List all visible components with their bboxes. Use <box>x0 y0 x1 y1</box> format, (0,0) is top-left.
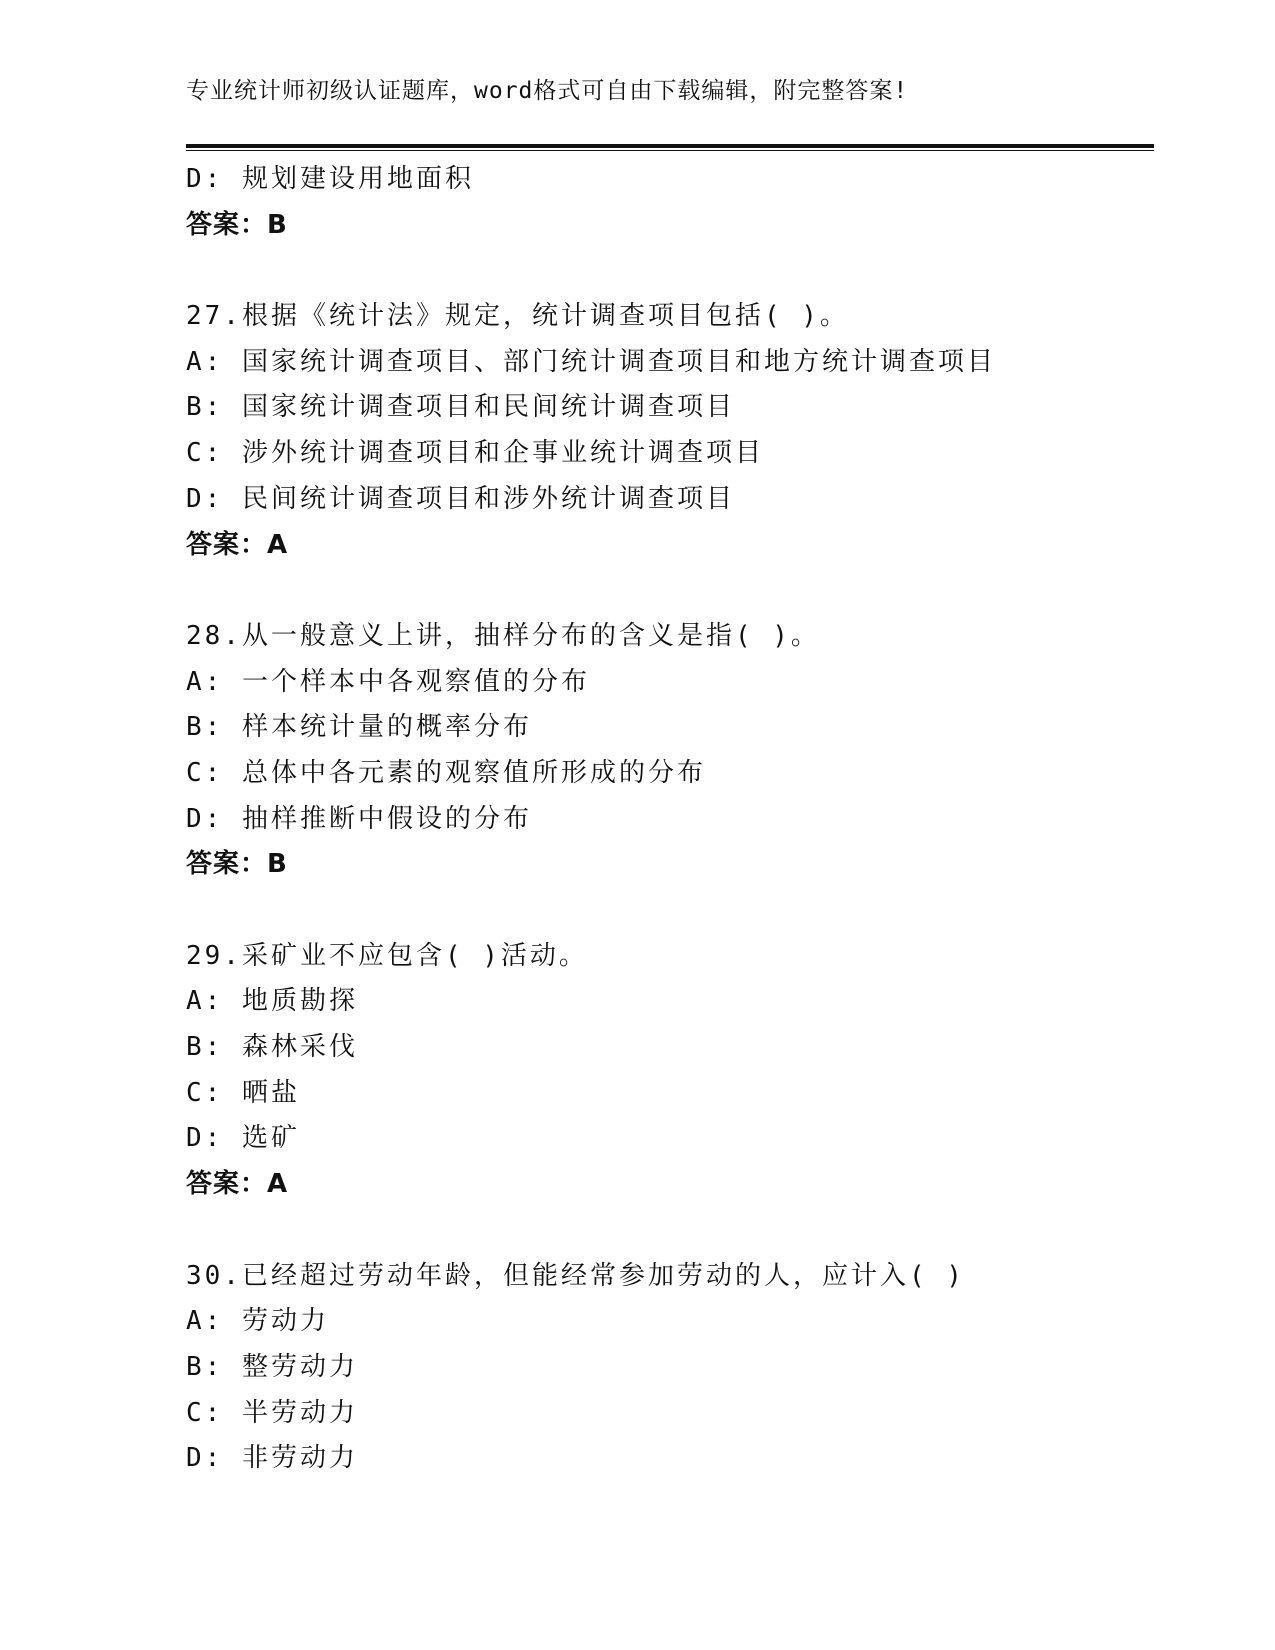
q30-stem: 30.已经超过劳动年龄，但能经常参加劳动的人，应计入( ) <box>186 1260 965 1291</box>
q27-answer: 答案：A <box>186 529 289 560</box>
q28-option-a: A: 一个样本中各观察值的分布 <box>186 666 590 697</box>
header-divider-thin <box>186 150 1154 151</box>
q26-answer: 答案：B <box>186 209 288 240</box>
q28-option-d: D: 抽样推断中假设的分布 <box>186 803 532 834</box>
question-list <box>186 157 1154 1482</box>
q29-option-a: A: 地质勘探 <box>186 986 358 1017</box>
spacer <box>186 568 1154 614</box>
q27-option-a: A: 国家统计调查项目、部门统计调查项目和地方统计调查项目 <box>186 346 996 377</box>
spacer <box>186 888 1154 934</box>
q29-option-c: C: 晒盐 <box>186 1077 300 1108</box>
q28-option-c: C: 总体中各元素的观察值所形成的分布 <box>186 757 706 788</box>
q28-option-b: B: 样本统计量的概率分布 <box>186 712 532 743</box>
q27-option-d: D: 民间统计调查项目和涉外统计调查项目 <box>186 483 735 514</box>
q30-option-d: D: 非劳动力 <box>186 1443 358 1474</box>
spacer <box>186 248 1154 294</box>
q29-stem: 29.采矿业不应包含( )活动。 <box>186 940 588 971</box>
q30-option-c: C: 半劳动力 <box>186 1397 358 1428</box>
q29-option-b: B: 森林采伐 <box>186 1032 358 1063</box>
q30-option-a: A: 劳动力 <box>186 1306 329 1337</box>
q27-option-b: B: 国家统计调查项目和民间统计调查项目 <box>186 392 735 423</box>
header-divider-thick <box>186 144 1154 148</box>
q27-stem: 27.根据《统计法》规定，统计调查项目包括( )。 <box>186 301 849 332</box>
q27-option-c: C: 涉外统计调查项目和企事业统计调查项目 <box>186 438 764 469</box>
spacer <box>186 1208 1154 1254</box>
q29-answer: 答案：A <box>186 1169 289 1200</box>
q28-answer: 答案：B <box>186 849 288 880</box>
document-header: 专业统计师初级认证题库，word格式可自由下载编辑，附完整答案! <box>186 78 909 104</box>
q28-stem: 28.从一般意义上讲，抽样分布的含义是指( )。 <box>186 620 820 651</box>
q30-option-b: B: 整劳动力 <box>186 1351 358 1382</box>
q26-option-d: D: 规划建设用地面积 <box>186 164 474 194</box>
q29-option-d: D: 选矿 <box>186 1123 300 1154</box>
